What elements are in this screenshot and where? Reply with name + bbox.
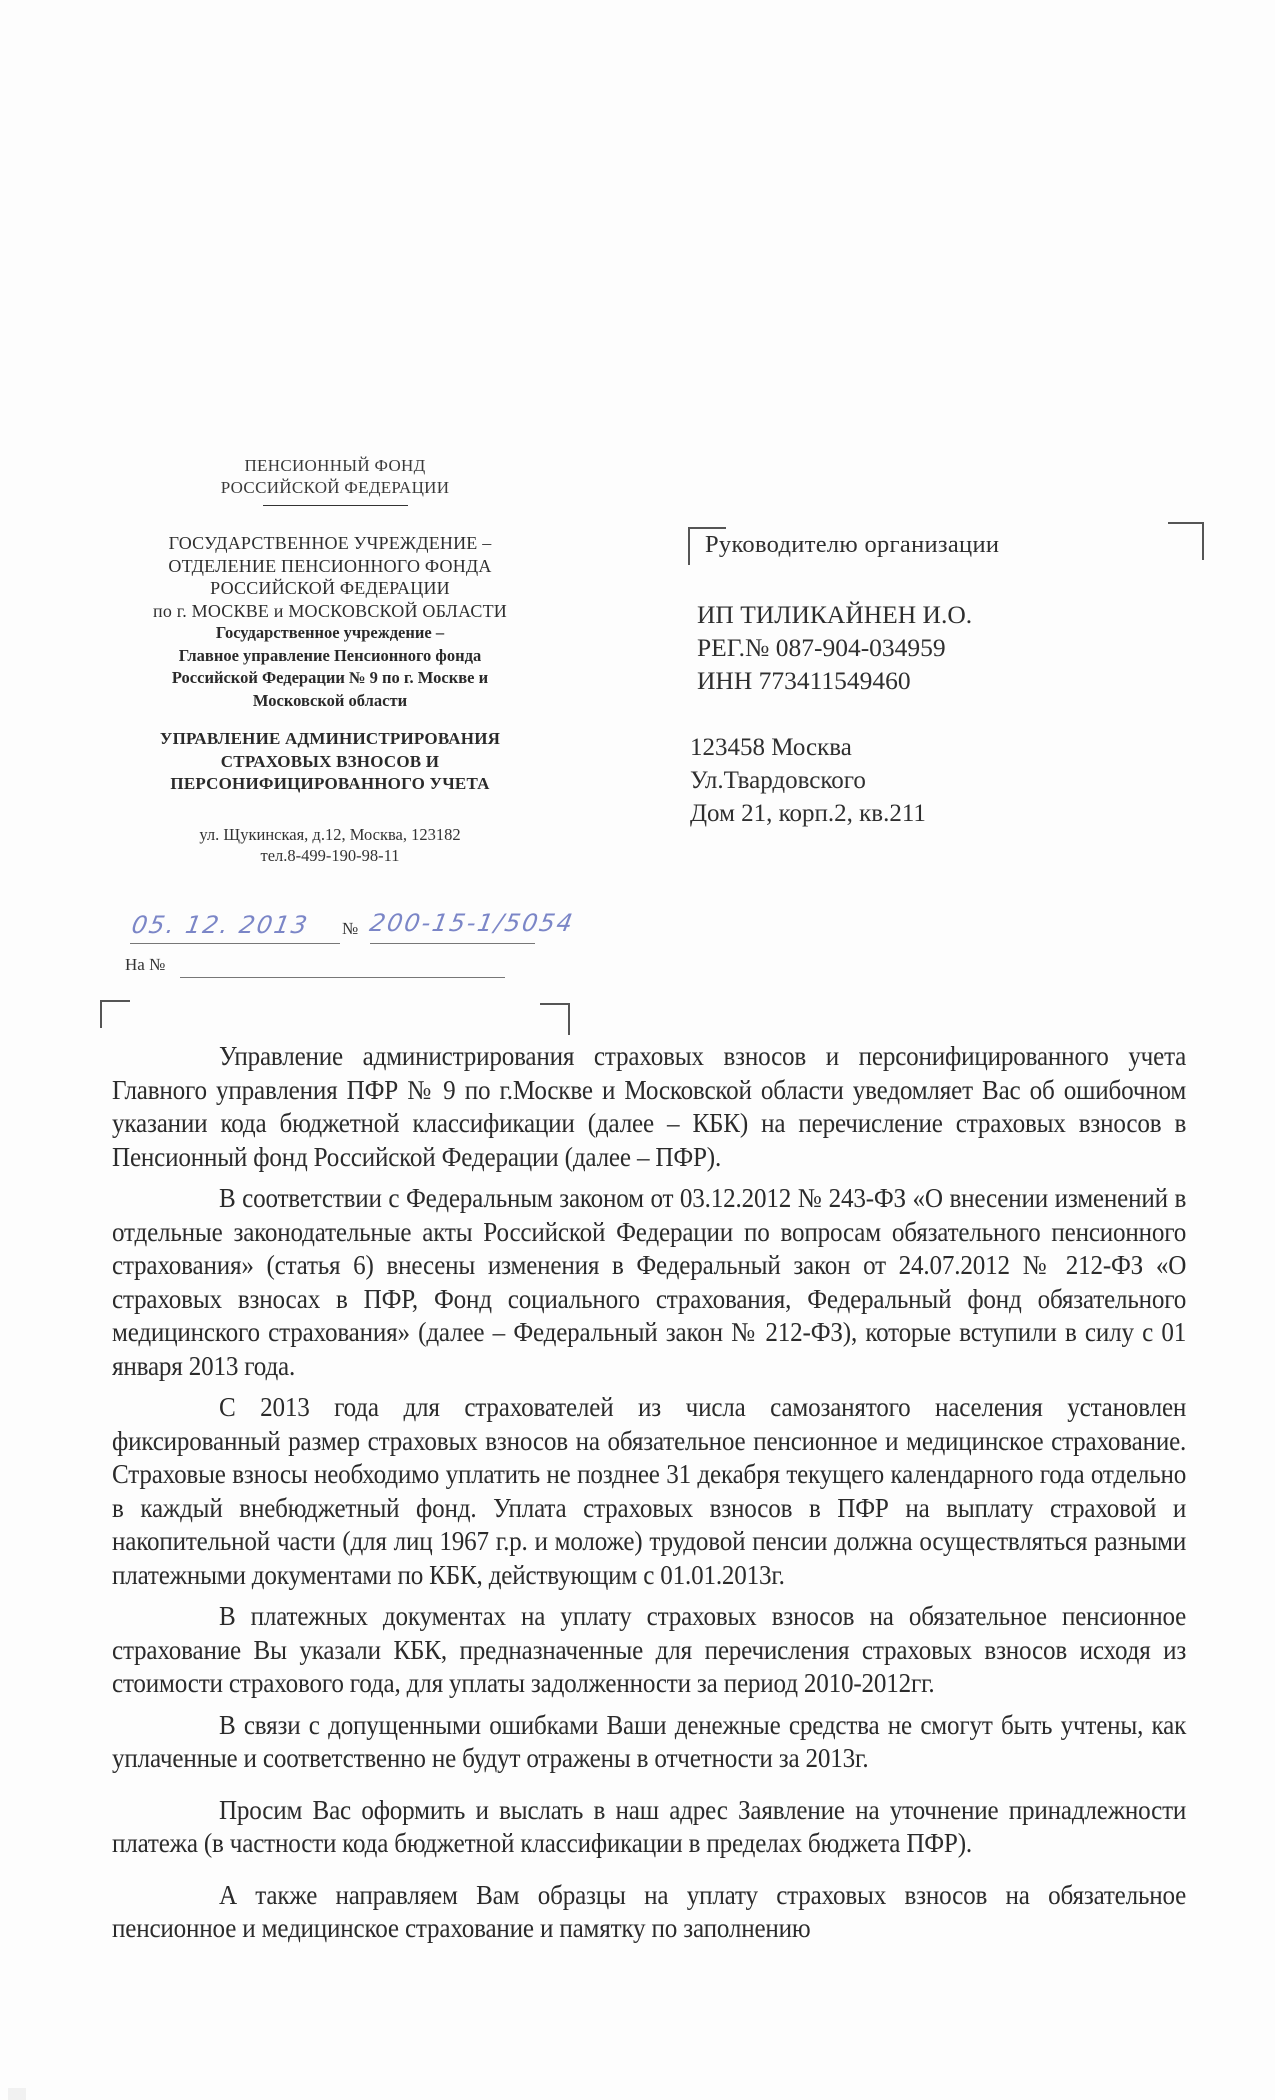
subject-bracket-right <box>540 1003 570 1035</box>
branch-line-3: РОССИЙСКОЙ ФЕДЕРАЦИИ <box>210 578 450 598</box>
gu-line-3: Российской Федерации № 9 по г. Москве и <box>171 668 489 687</box>
gu-line-4: Московской области <box>252 690 408 710</box>
recipient-address-line-3: Дом 21, корп.2, кв.211 <box>690 800 926 827</box>
body-paragraph-7: А также направляем Вам образцы на уплату страховых взносов на обязательное пенсионное и медицинское страхование и памятку по заполнению <box>112 1879 1187 1943</box>
branch-line-1: ГОСУДАРСТВЕННОЕ УЧРЕЖДЕНИЕ – <box>168 533 492 553</box>
sender-phone: тел.8-499-190-98-11 <box>260 845 400 865</box>
reply-label: На № <box>125 955 166 974</box>
sender-contacts <box>110 824 550 866</box>
scan-artifact <box>8 2088 26 2100</box>
body-paragraph-3: С 2013 года для страхователей из числа самозанятого населения установлен фиксированный размер страховых взносов на обязательное пенсионное и медицинское страхование. Страховые взносы необходимо уплатить не позднее 31 декабря текущего календарного года отдельно в каждый внебюджетный фонд. Уплата страховых взносов в ПФР на выплату страховой и накопительной части (для лиц 1967 г.р. и моложе) трудовой пенсии должна осуществляться разными платежными документами по КБК, действующим с 01.01.2013г. <box>112 1392 1187 1590</box>
reply-reference <box>125 955 525 981</box>
recipient-address <box>690 731 1210 830</box>
branch-line-4: по г. МОСКВЕ и МОСКОВСКОЙ ОБЛАСТИ <box>152 600 507 621</box>
department-name <box>110 728 550 796</box>
recipient-reg-number: РЕГ.№ 087-904-034959 <box>697 633 946 662</box>
recipient-inn: ИНН 773411549460 <box>697 666 911 695</box>
recipient-address-line-1: 123458 Москва <box>690 734 852 761</box>
fund-name-line-1: ПЕНСИОННЫЙ ФОНД <box>244 456 426 475</box>
letter-body <box>112 1040 1186 1946</box>
recipient-name: ИП ТИЛИКАЙНЕН И.О. <box>697 600 973 629</box>
body-paragraph-5: В связи с допущенными ошибками Ваши денежные средства не смогут быть учтены, как уплаченные и соответственно не будут отражены в отчетности за 2013г. <box>112 1709 1187 1773</box>
body-paragraph-4: В платежных документах на уплату страховых взносов на обязательное пенсионное страхование Вы указали КБК, предназначенные для перечисления страховых взносов исходя из стоимости страхового года, для уплаты задолженности за период 2010-2012гг. <box>112 1601 1187 1698</box>
sender-address: ул. Щукинская, д.12, Москва, 123182 <box>199 824 461 844</box>
branch-name <box>110 532 550 622</box>
letterhead <box>110 455 550 866</box>
body-paragraph-1: Управление администрирования страховых взносов и персонифицированного учета Главного управления ПФР № 9 по г.Москве и Московской области уведомляет Вас об ошибочном указании кода бюджетной классификации (далее – КБК) на перечисление страховых взносов в Пенсионный фонд Российской Федерации (далее – ПФР). <box>112 1041 1187 1172</box>
dept-line-3: ПЕРСОНИФИЦИРОВАННОГО УЧЕТА <box>170 774 490 793</box>
reply-underline <box>180 977 505 978</box>
handwritten-date: 05. 12. 2013 <box>129 911 312 939</box>
date-underline <box>130 943 340 944</box>
dept-line-1: УПРАВЛЕНИЕ АДМИНИСТРИРОВАНИЯ <box>159 729 501 748</box>
body-paragraph-2: В соответствии с Федеральным законом от 03.12.2012 № 243-ФЗ «О внесении изменений в отдельные законодательные акты Российской Федерации по вопросам обязательного пенсионного страхования» (статья 6) внесены изменения в Федеральный закон от 24.07.2012 № 212-ФЗ «О страховых взносах в ПФР, Фонд социального страхования, Федеральный фонд обязательного медицинского страхования» (далее – Федеральный закон № 212-ФЗ), которые вступили в силу с 01 января 2013 года. <box>112 1183 1187 1381</box>
branch-line-2: ОТДЕЛЕНИЕ ПЕНСИОННОГО ФОНДА <box>168 555 492 576</box>
body-paragraph-6: Просим Вас оформить и выслать в наш адрес Заявление на уточнение принадлежности платежа (в частности кода бюджетной классификации в пределах бюджета ПФР). <box>112 1794 1187 1858</box>
number-label: № <box>342 919 359 938</box>
dept-line-2: СТРАХОВЫХ ВЗНОСОВ И <box>220 751 440 771</box>
outgoing-reference <box>129 909 590 945</box>
recipient-identity <box>697 598 1210 697</box>
gu-line-1: Государственное учреждение – <box>215 623 445 642</box>
main-directorate-name <box>110 622 550 712</box>
recipient-address-line-2: Ул.Твардовского <box>690 767 866 794</box>
fund-name-underline <box>263 505 408 506</box>
recipient-block <box>690 530 1210 830</box>
fund-name-line-2: РОССИЙСКОЙ ФЕДЕРАЦИИ <box>220 478 450 497</box>
gu-line-2: Главное управление Пенсионного фонда <box>178 645 482 665</box>
subject-bracket-left <box>100 1000 130 1028</box>
handwritten-number: 200-15-1/5054 <box>367 909 577 937</box>
recipient-role: Руководителю организации <box>705 531 1000 558</box>
number-underline <box>370 943 535 944</box>
